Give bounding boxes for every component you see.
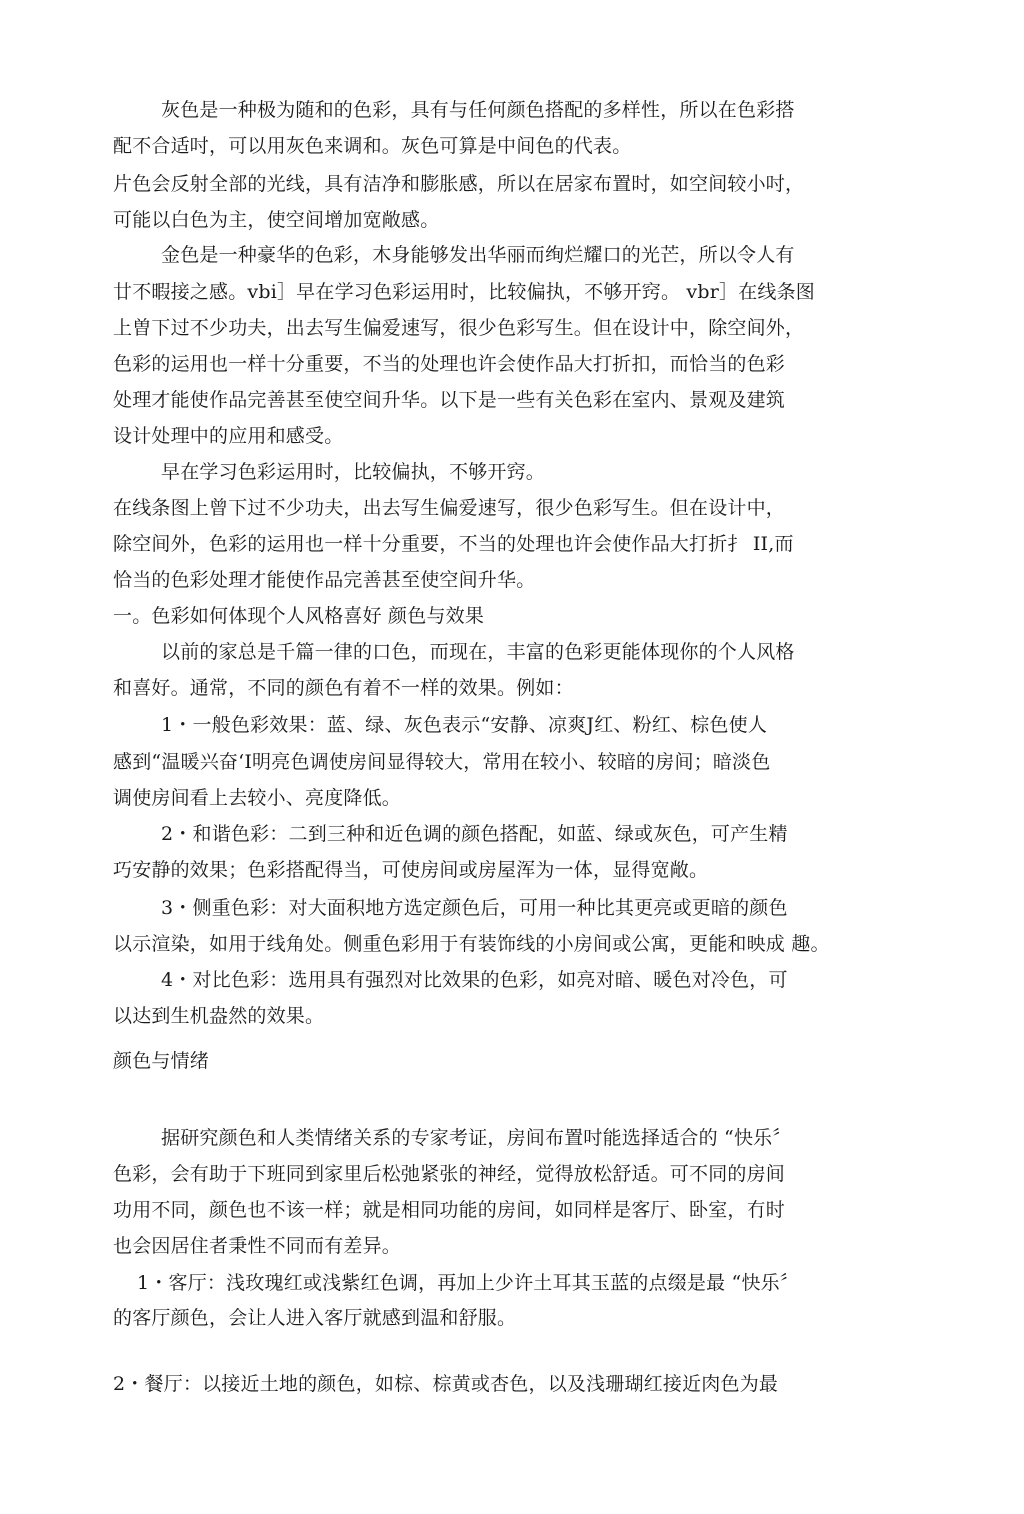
text-line: 功用不同，颜色也不该一样；就是相同功能的房间，如同样是客厅、卧室，冇时 [113, 1199, 786, 1221]
text-line: 也会因居住者秉性不同而有差异。 [113, 1235, 402, 1257]
text-line: 灰色是一种极为随和的色彩，具有与任何颜色搭配的多样性，所以在色彩搭 [161, 99, 795, 121]
section-heading: 一。色彩如何体现个人风格喜好 颜色与效果 [113, 605, 485, 627]
text-line: 可能以白色为主，使空间增加宽敞感。 [113, 209, 440, 231]
text-line: 在线条图上曾下过不少功夫，出去写生偏爱速写，很少色彩写生。但在设计中， [113, 497, 786, 519]
text-line: 的客厅颜色，会让人进入客厅就感到温和舒服。 [113, 1307, 517, 1329]
text-line: 早在学习色彩运用时，比较偏执，不够开窍。 [161, 461, 546, 483]
text-line: 巧安静的效果；色彩搭配得当，可使房间或房屋浑为一体，显得宽敞。 [113, 859, 709, 881]
text-line: 设计处理中的应用和感受。 [113, 425, 344, 447]
text-line: 以达到生机盎然的效果。 [113, 1005, 325, 1027]
text-line: 上曽下过不少功夫，出去写生偏爱速写，很少色彩写生。但在设计中，除空间外， [113, 317, 805, 339]
text-line: 以示渲染，如用于线角处。侧重色彩用于有装饰线的小房间或公寓，更能和映成 趣。 [113, 933, 830, 955]
text-line: 金色是一种豪华的色彩，木身能够发出华丽而绚烂耀口的光芒，所以令人有 [161, 244, 795, 266]
text-line: 处理才能使作品完善甚至使空间升华。以下是一些有关色彩在室内、景观及建筑 [113, 389, 786, 411]
text-line: 1・客厅：浅玫瑰红或浅紫红色调，再加上少许土耳其玉蓝的点缀是最 “快乐〞 [137, 1272, 800, 1294]
text-line: 感到“温暖兴奋‘I明亮色调使房间显得较大，常用在较小、较暗的房间；暗淡色 [113, 751, 771, 773]
text-line: 和喜好。通常，不同的颜色有着不一样的效果。例如： [113, 677, 574, 699]
text-line: 2・和谐色彩：二到三种和近色调的颜色搭配，如蓝、绿或灰色，可产生精 [161, 823, 788, 845]
text-line: 2・餐厅：以接近土地的颜色，如棕、棕黄或杏色，以及浅珊瑚红接近肉色为最 [113, 1373, 779, 1395]
text-line: 色彩，会有助于下班同到家里后松弛紧张的神经，觉得放松舒适。可不同的房间 [113, 1163, 786, 1185]
text-line: 以前的家总是千篇一律的口色，而现在，丰富的色彩更能体现你的个人风格 [161, 641, 795, 663]
text-line: 1・一般色彩效果：蓝、绿、灰色表示“安静、凉爽J红、粉红、棕色使人 [161, 714, 768, 736]
text-line: 除空间外，色彩的运用也一样十分重要，不当的处理也许会使作品大打折扌 II,而 [113, 533, 794, 555]
text-line: 恰当的色彩处理才能使作品完善甚至使空间升华。 [113, 569, 536, 591]
text-line: 片色会反射全部的光线，具有洁净和膨胀感，所以在居家布置时，如空间较小吋， [113, 173, 805, 195]
text-line: 据研究颜色和人类情绪关系的专家考证，房间布置吋能选择适合的 “快乐〞 [161, 1127, 792, 1149]
text-line: 4・对比色彩：选用具有强烈对比效果的色彩，如亮对暗、暖色对冷色，可 [161, 969, 788, 991]
text-line: 色彩的运用也一样十分重要，不当的处理也许会使作品大打折扣，而恰当的色彩 [113, 353, 786, 375]
text-line: 调使房间看上去较小、亮度降低。 [113, 787, 402, 809]
section-heading: 颜色与情绪 [113, 1050, 210, 1072]
text-line: 廿不暇接之感。vbi］早在学习色彩运用时，比较偏执，不够开窍。 vbr］在线条图 [113, 281, 815, 303]
text-line: 配不合适吋，可以用灰色来调和。灰色可算是中间色的代表。 [113, 135, 632, 157]
text-line: 3・侧重色彩：对大面积地方选定颜色后，可用一种比其更亮或更暗的颜色 [161, 897, 788, 919]
